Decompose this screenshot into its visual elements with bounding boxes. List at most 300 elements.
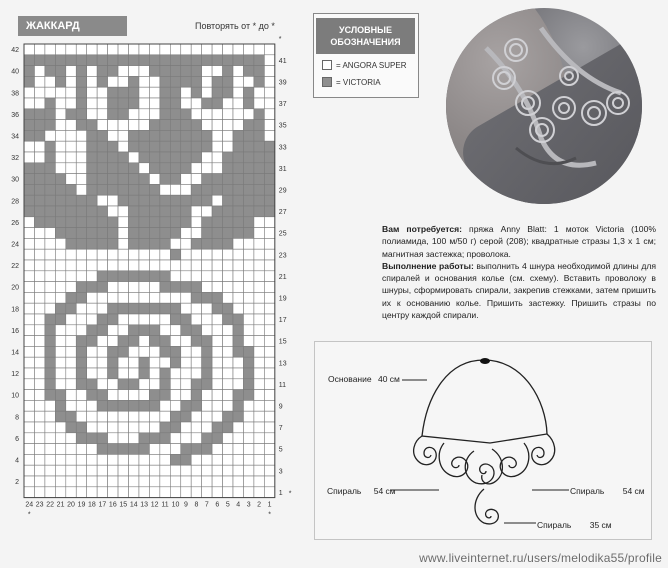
chart-cell — [254, 217, 264, 228]
chart-cell — [45, 336, 55, 347]
materials-heading: Вам потребуется: — [382, 224, 463, 234]
chart-cell — [97, 454, 107, 465]
chart-cell — [118, 98, 128, 109]
chart-cell — [149, 390, 159, 401]
chart-cell — [45, 195, 55, 206]
chart-cell — [264, 217, 274, 228]
chart-cell — [139, 260, 149, 271]
chart-cell — [254, 400, 264, 411]
row-label-left: 20 — [11, 284, 19, 292]
chart-cell — [223, 238, 233, 249]
chart-cell — [45, 98, 55, 109]
chart-cell — [223, 195, 233, 206]
chart-cell — [170, 400, 180, 411]
chart-cell — [45, 55, 55, 66]
chart-cell — [254, 379, 264, 390]
row-label-left: 40 — [11, 68, 19, 76]
chart-cell — [243, 163, 253, 174]
chart-cell — [108, 400, 118, 411]
chart-cell — [108, 303, 118, 314]
chart-cell — [97, 55, 107, 66]
chart-cell — [97, 141, 107, 152]
row-label-left: 32 — [11, 155, 19, 163]
chart-cell — [24, 163, 34, 174]
chart-cell — [45, 87, 55, 98]
chart-cell — [45, 433, 55, 444]
chart-cell — [139, 55, 149, 66]
chart-cell — [264, 184, 274, 195]
chart-cell — [202, 76, 212, 87]
chart-cell — [24, 87, 34, 98]
chart-cell — [202, 433, 212, 444]
chart-cell — [139, 44, 149, 55]
chart-cell — [202, 487, 212, 498]
chart-cell — [191, 325, 201, 336]
chart-cell — [118, 346, 128, 357]
necklace-schema — [314, 341, 652, 540]
chart-cell — [76, 163, 86, 174]
chart-cell — [202, 184, 212, 195]
chart-cell — [45, 120, 55, 131]
chart-cell — [34, 271, 44, 282]
chart-cell — [254, 238, 264, 249]
chart-cell — [191, 98, 201, 109]
chart-cell — [149, 238, 159, 249]
chart-cell — [118, 487, 128, 498]
chart-cell — [191, 109, 201, 120]
chart-cell — [108, 271, 118, 282]
chart-cell — [97, 411, 107, 422]
chart-cell — [254, 271, 264, 282]
chart-cell — [254, 141, 264, 152]
chart-cell — [45, 400, 55, 411]
chart-cell — [223, 282, 233, 293]
legend-item-label: = VICTORIA — [336, 77, 381, 87]
chart-cell — [264, 433, 274, 444]
chart-cell — [45, 444, 55, 455]
chart-cell — [24, 379, 34, 390]
chart-cell — [97, 98, 107, 109]
chart-cell — [108, 130, 118, 141]
chart-cell — [212, 325, 222, 336]
row-label-right: 25 — [278, 230, 287, 238]
chart-cell — [55, 206, 65, 217]
chart-cell — [118, 303, 128, 314]
chart-cell — [55, 87, 65, 98]
chart-cell — [108, 152, 118, 163]
chart-cell — [160, 400, 170, 411]
chart-cell — [223, 411, 233, 422]
chart-cell — [129, 271, 139, 282]
chart-cell — [108, 292, 118, 303]
chart-cell — [55, 66, 65, 77]
chart-cell — [139, 487, 149, 498]
legend-heading-line2: ОБОЗНАЧЕНИЯ — [330, 37, 401, 47]
chart-cell — [34, 390, 44, 401]
chart-cell — [55, 163, 65, 174]
chart-cell — [223, 390, 233, 401]
chart-cell — [160, 487, 170, 498]
chart-cell — [129, 487, 139, 498]
chart-cell — [149, 174, 159, 185]
column-label: 20 — [67, 501, 75, 509]
chart-cell — [181, 141, 191, 152]
chart-cell — [149, 141, 159, 152]
chart-cell — [149, 217, 159, 228]
chart-cell — [181, 174, 191, 185]
chart-cell — [233, 163, 243, 174]
chart-cell — [212, 66, 222, 77]
chart-cell — [264, 152, 274, 163]
chart-cell — [202, 303, 212, 314]
chart-cell — [191, 238, 201, 249]
chart-cell — [129, 228, 139, 239]
chart-cell — [191, 217, 201, 228]
materials-body: пряжа Anny Blatt: 1 моток Victoria (100% полиамида, 100 м/50 г) серой (208); квадратные стразы 1,3 х 1 см; магнитная застежка; проволока. — [382, 224, 656, 259]
row-label-right: 23 — [278, 252, 287, 260]
repeat-note: Повторять от * до * — [195, 21, 275, 31]
chart-cell — [191, 314, 201, 325]
chart-cell — [108, 390, 118, 401]
chart-cell — [181, 487, 191, 498]
chart-cell — [160, 292, 170, 303]
row-label-left: 18 — [11, 306, 19, 314]
chart-cell — [170, 346, 180, 357]
chart-cell — [202, 325, 212, 336]
chart-cell — [34, 487, 44, 498]
chart-cell — [202, 238, 212, 249]
chart-cell — [191, 400, 201, 411]
chart-cell — [87, 476, 97, 487]
chart-cell — [45, 152, 55, 163]
chart-cell — [202, 260, 212, 271]
chart-cell — [76, 217, 86, 228]
chart-cell — [223, 98, 233, 109]
chart-cell — [264, 163, 274, 174]
chart-cell — [191, 184, 201, 195]
chart-cell — [191, 87, 201, 98]
chart-cell — [181, 422, 191, 433]
chart-cell — [160, 44, 170, 55]
spiral-right-text: Спираль — [570, 486, 605, 496]
chart-cell — [97, 292, 107, 303]
chart-cell — [233, 346, 243, 357]
chart-cell — [66, 346, 76, 357]
chart-cell — [66, 206, 76, 217]
chart-cell — [97, 465, 107, 476]
chart-cell — [24, 433, 34, 444]
chart-cell — [212, 130, 222, 141]
chart-cell — [254, 476, 264, 487]
chart-cell — [181, 411, 191, 422]
chart-cell — [223, 303, 233, 314]
chart-cell — [202, 87, 212, 98]
chart-cell — [212, 444, 222, 455]
chart-cell — [45, 422, 55, 433]
chart-cell — [129, 217, 139, 228]
chart-cell — [34, 130, 44, 141]
chart-cell — [181, 260, 191, 271]
chart-cell — [191, 444, 201, 455]
chart-cell — [170, 109, 180, 120]
column-label: 7 — [204, 501, 209, 509]
chart-cell — [264, 130, 274, 141]
chart-cell — [149, 130, 159, 141]
chart-cell — [66, 292, 76, 303]
chart-cell — [149, 476, 159, 487]
chart-cell — [129, 44, 139, 55]
chart-cell — [108, 411, 118, 422]
chart-cell — [45, 411, 55, 422]
chart-cell — [24, 292, 34, 303]
chart-cell — [212, 249, 222, 260]
chart-cell — [233, 206, 243, 217]
watermark: www.liveinternet.ru/users/melodika55/profile — [419, 551, 662, 565]
column-label: 3 — [246, 501, 251, 509]
chart-cell — [129, 400, 139, 411]
chart-cell — [45, 217, 55, 228]
chart-cell — [108, 184, 118, 195]
chart-cell — [160, 109, 170, 120]
chart-cell — [76, 400, 86, 411]
chart-cell — [254, 206, 264, 217]
chart-cell — [149, 357, 159, 368]
chart-cell — [76, 325, 86, 336]
chart-cell — [170, 195, 180, 206]
chart-cell — [118, 400, 128, 411]
chart-cell — [76, 44, 86, 55]
chart-cell — [87, 249, 97, 260]
chart-cell — [202, 390, 212, 401]
chart-cell — [55, 141, 65, 152]
chart-cell — [202, 444, 212, 455]
chart-cell — [233, 195, 243, 206]
chart-cell — [118, 411, 128, 422]
chart-cell — [129, 390, 139, 401]
row-label-left: 4 — [15, 457, 19, 465]
chart-cell — [45, 454, 55, 465]
chart-cell — [45, 357, 55, 368]
chart-cell — [170, 357, 180, 368]
chart-cell — [254, 152, 264, 163]
chart-cell — [108, 433, 118, 444]
chart-cell — [243, 184, 253, 195]
chart-cell — [264, 411, 274, 422]
chart-cell — [108, 336, 118, 347]
chart-cell — [45, 238, 55, 249]
chart-cell — [129, 152, 139, 163]
chart-cell — [160, 444, 170, 455]
chart-cell — [191, 433, 201, 444]
jacquard-chart — [0, 0, 300, 520]
repeat-marker-top: * — [278, 36, 282, 43]
chart-cell — [118, 44, 128, 55]
chart-cell — [170, 238, 180, 249]
chart-cell — [24, 314, 34, 325]
gray-swatch-icon — [322, 77, 332, 87]
chart-cell — [264, 120, 274, 131]
chart-cell — [34, 336, 44, 347]
chart-cell — [202, 120, 212, 131]
chart-cell — [66, 271, 76, 282]
chart-cell — [243, 314, 253, 325]
chart-cell — [233, 400, 243, 411]
chart-cell — [129, 120, 139, 131]
row-label-right: 39 — [278, 79, 287, 87]
column-label: 18 — [88, 501, 96, 509]
chart-cell — [34, 195, 44, 206]
chart-cell — [55, 411, 65, 422]
chart-cell — [149, 44, 159, 55]
chart-cell — [97, 303, 107, 314]
chart-cell — [129, 98, 139, 109]
chart-cell — [160, 454, 170, 465]
chart-cell — [76, 87, 86, 98]
row-label-left: 16 — [11, 327, 19, 335]
chart-cell — [45, 174, 55, 185]
chart-cell — [223, 152, 233, 163]
chart-cell — [243, 87, 253, 98]
chart-cell — [108, 282, 118, 293]
row-label-right: 3 — [278, 468, 283, 476]
chart-cell — [223, 228, 233, 239]
chart-cell — [118, 109, 128, 120]
chart-cell — [55, 282, 65, 293]
chart-cell — [202, 98, 212, 109]
chart-cell — [233, 336, 243, 347]
chart-cell — [223, 444, 233, 455]
chart-cell — [233, 141, 243, 152]
chart-cell — [139, 282, 149, 293]
chart-cell — [233, 228, 243, 239]
chart-cell — [223, 217, 233, 228]
chart-cell — [181, 336, 191, 347]
row-label-left: 36 — [11, 111, 19, 119]
row-label-left: 30 — [11, 176, 19, 184]
chart-cell — [45, 271, 55, 282]
chart-cell — [223, 163, 233, 174]
chart-cell — [264, 55, 274, 66]
chart-cell — [55, 444, 65, 455]
chart-cell — [87, 465, 97, 476]
chart-cell — [202, 249, 212, 260]
chart-cell — [87, 422, 97, 433]
chart-cell — [108, 217, 118, 228]
chart-cell — [212, 184, 222, 195]
chart-cell — [76, 476, 86, 487]
chart-cell — [212, 454, 222, 465]
chart-cell — [191, 130, 201, 141]
chart-cell — [202, 66, 212, 77]
chart-cell — [243, 368, 253, 379]
chart-cell — [108, 109, 118, 120]
chart-cell — [212, 228, 222, 239]
chart-cell — [24, 66, 34, 77]
chart-cell — [191, 66, 201, 77]
chart-cell — [160, 336, 170, 347]
chart-cell — [139, 184, 149, 195]
chart-cell — [181, 55, 191, 66]
chart-cell — [243, 228, 253, 239]
chart-cell — [139, 141, 149, 152]
chart-cell — [191, 303, 201, 314]
chart-cell — [170, 314, 180, 325]
chart-cell — [181, 444, 191, 455]
repeat-marker-left: * — [27, 511, 31, 519]
chart-cell — [223, 55, 233, 66]
chart-cell — [223, 487, 233, 498]
chart-cell — [202, 217, 212, 228]
chart-cell — [87, 325, 97, 336]
chart-cell — [87, 260, 97, 271]
chart-cell — [181, 379, 191, 390]
chart-cell — [160, 325, 170, 336]
chart-cell — [223, 109, 233, 120]
chart-cell — [170, 98, 180, 109]
chart-cell — [243, 487, 253, 498]
chart-cell — [254, 130, 264, 141]
chart-cell — [264, 238, 274, 249]
chart-cell — [233, 422, 243, 433]
chart-cell — [66, 228, 76, 239]
chart-cell — [170, 368, 180, 379]
chart-cell — [191, 292, 201, 303]
column-label: 12 — [150, 501, 159, 509]
chart-cell — [139, 292, 149, 303]
chart-cell — [160, 238, 170, 249]
chart-cell — [34, 292, 44, 303]
chart-cell — [254, 433, 264, 444]
chart-cell — [66, 357, 76, 368]
spiral-left-length: 54 см — [373, 486, 396, 496]
chart-cell — [139, 465, 149, 476]
chart-cell — [191, 260, 201, 271]
chart-cell — [66, 55, 76, 66]
chart-cell — [233, 325, 243, 336]
chart-cell — [181, 184, 191, 195]
chart-cell — [129, 346, 139, 357]
chart-cell — [181, 130, 191, 141]
chart-cell — [118, 228, 128, 239]
row-label-right: 17 — [278, 317, 287, 325]
chart-cell — [149, 487, 159, 498]
chart-cell — [233, 476, 243, 487]
chart-cell — [118, 368, 128, 379]
chart-cell — [149, 76, 159, 87]
chart-cell — [55, 109, 65, 120]
chart-cell — [243, 476, 253, 487]
chart-cell — [170, 476, 180, 487]
row-label-right: 1 — [278, 489, 283, 497]
chart-cell — [118, 141, 128, 152]
work-heading: Выполнение работы: — [382, 260, 474, 271]
chart-cell — [66, 422, 76, 433]
chart-cell — [139, 357, 149, 368]
chart-cell — [254, 390, 264, 401]
chart-cell — [97, 238, 107, 249]
chart-cell — [129, 238, 139, 249]
chart-cell — [24, 411, 34, 422]
chart-cell — [66, 174, 76, 185]
chart-cell — [108, 174, 118, 185]
chart-cell — [181, 303, 191, 314]
chart-cell — [181, 465, 191, 476]
chart-cell — [160, 130, 170, 141]
chart-cell — [212, 476, 222, 487]
chart-cell — [129, 303, 139, 314]
chart-cell — [191, 379, 201, 390]
chart-cell — [243, 292, 253, 303]
